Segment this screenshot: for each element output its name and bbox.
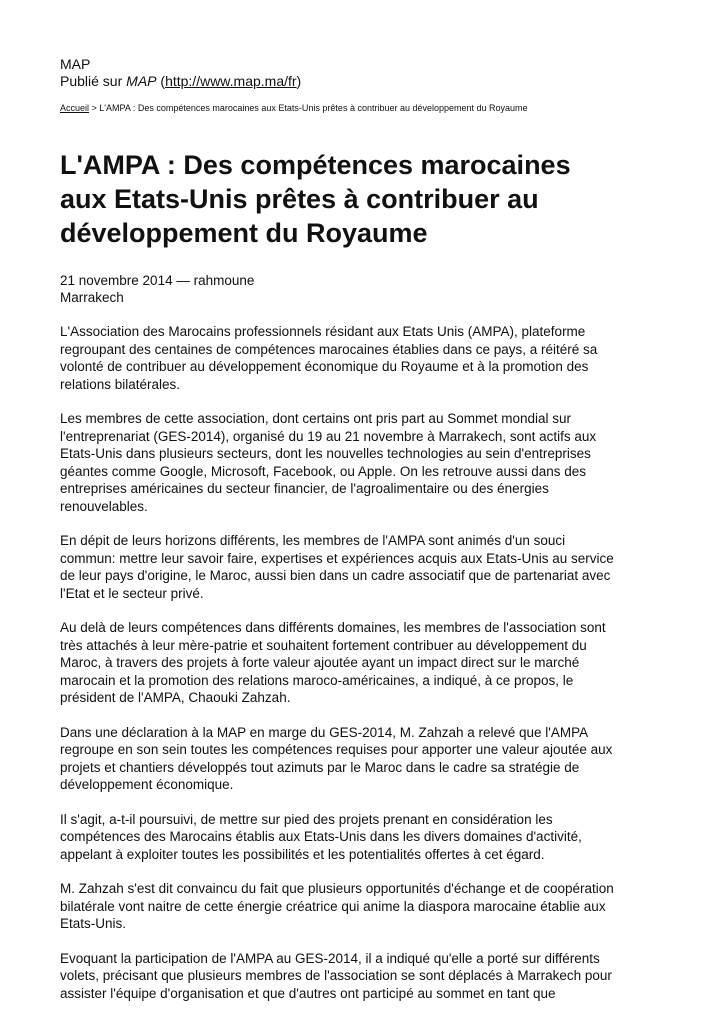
paragraph-line: projets et chantiers développés tout azimuts par le Maroc dans le cadre sa stratégie de xyxy=(60,759,580,775)
published-site: MAP xyxy=(126,73,157,89)
paragraph-line: Maroc, à travers des projets à forte valeur ajoutée ayant un impact direct sur le marché xyxy=(60,655,580,670)
article-paragraph xyxy=(60,724,664,794)
article-location: Marrakech xyxy=(60,290,124,305)
article-body xyxy=(60,323,664,1002)
paragraph-line: l'Etat et le secteur privé. xyxy=(60,585,204,601)
paragraph-line: assister l'équipe d'organisation et que d'autres ont participé au sommet en tant que xyxy=(60,985,556,1001)
breadcrumb-current: L'AMPA : Des compétences marocaines aux Etats-Unis prêtes à contribuer au développement du Royaume xyxy=(99,103,528,113)
breadcrumb xyxy=(60,103,664,114)
paragraph-line: commun: mettre leur savoir faire, expertises et expériences acquis aux Etats-Unis au service xyxy=(60,550,614,566)
paragraph-line: relations bilatérales. xyxy=(60,376,181,392)
breadcrumb-home-link[interactable]: Accueil xyxy=(60,103,90,113)
article-paragraph xyxy=(60,619,664,707)
source-url-link[interactable]: http://www.map.ma/fr xyxy=(165,73,297,89)
paragraph-line: Dans une déclaration à la MAP en marge du GES-2014, M. Zahzah a relevé que l'AMPA xyxy=(60,724,589,740)
article-paragraph xyxy=(60,532,664,602)
paragraph-line: Il s'agit, a-t-il poursuivi, de mettre sur pied des projets prenant en considération les xyxy=(60,811,553,827)
article-title-line: L'AMPA : Des compétences marocaines xyxy=(60,150,571,180)
paragraph-line: compétences des Marocains établis aux Etats-Unis dans les divers domaines d'activité, xyxy=(60,829,582,844)
paragraph-line: Etats-Unis dans plusieurs secteurs, dont les nouvelles technologies au sein d'entreprises xyxy=(60,446,591,461)
paragraph-line: En dépit de leurs horizons différents, les membres de l'AMPA sont animés d'un souci xyxy=(60,533,566,548)
article-title-line: développement du Royaume xyxy=(60,218,428,248)
published-line xyxy=(60,73,664,90)
paragraph-line: L'Association des Marocains professionnels résidant aux Etats Unis (AMPA), plateforme xyxy=(60,324,586,339)
paragraph-line: renouvelables. xyxy=(60,498,148,514)
article-paragraph xyxy=(60,950,664,1003)
published-close: ) xyxy=(296,73,302,89)
paragraph-line: appelant à exploiter toutes les possibilités et les potentialités offertes à cet égard. xyxy=(60,846,545,862)
paragraph-line: géantes comme Google, Microsoft, Facebook, ou Apple. On les retrouve aussi dans des xyxy=(60,463,587,479)
article-meta xyxy=(60,272,664,306)
paragraph-line: marocain et la promotion des relations maroco-américaines, a indiqué, à ce propos, le xyxy=(60,672,574,688)
paragraph-line: l'entreprenariat (GES-2014), organisé du 19 au 21 novembre à Marrakech, sont actifs aux xyxy=(60,428,597,444)
paragraph-line: volonté de contribuer au développement économique du Royaume et à la promotion des xyxy=(60,359,589,374)
paragraph-line: Etats-Unis. xyxy=(60,916,127,931)
article-title xyxy=(60,148,664,250)
breadcrumb-separator: > xyxy=(89,103,100,113)
paragraph-line: regroupe en son sein toutes les compétences requises pour apporter une valeur ajoutée aux xyxy=(60,742,613,757)
paragraph-line: Au delà de leurs compétences dans différents domaines, les membres de l'association sont xyxy=(60,620,606,635)
article-paragraph xyxy=(60,410,664,515)
article-date-author: 21 novembre 2014 — rahmoune xyxy=(60,273,255,288)
published-open: ( xyxy=(156,73,166,89)
paragraph-line: développement économique. xyxy=(60,777,234,792)
paragraph-line: regroupant des centaines de compétences marocaines établies dans ce pays, a réitéré sa xyxy=(60,341,598,357)
site-name: MAP xyxy=(60,56,91,72)
paragraph-line: président de l'AMPA, Chaouki Zahzah. xyxy=(60,690,291,705)
published-prefix: Publié sur xyxy=(60,73,127,89)
article-paragraph xyxy=(60,811,664,864)
article-paragraph xyxy=(60,323,664,393)
article-title-line: aux Etats-Unis prêtes à contribuer au xyxy=(60,184,539,214)
article-paragraph xyxy=(60,880,664,933)
paragraph-line: bilatérale vont naitre de cette énergie créatrice qui anime la diaspora marocaine établie aux xyxy=(60,898,606,914)
paragraph-line: M. Zahzah s'est dit convaincu du fait que plusieurs opportunités d'échange et de coopération xyxy=(60,881,614,896)
paragraph-line: très attachés à leur mère-patrie et souhaitent fortement contribuer au développement du xyxy=(60,637,587,653)
paragraph-line: Evoquant la participation de l'AMPA au GES-2014, il a indiqué qu'elle a porté sur différents xyxy=(60,950,600,966)
paragraph-line: entreprises américaines du secteur financier, de l'agroalimentaire ou des énergies xyxy=(60,481,549,496)
paragraph-line: de leur pays d'origine, le Maroc, aussi bien dans un cadre associatif que de partenariat avec xyxy=(60,568,611,583)
paragraph-line: volets, précisant que plusieurs membres de l'association se sont déplacés à Marrakech pour xyxy=(60,968,612,983)
paragraph-line: Les membres de cette association, dont certains ont pris part au Sommet mondial sur xyxy=(60,411,571,426)
